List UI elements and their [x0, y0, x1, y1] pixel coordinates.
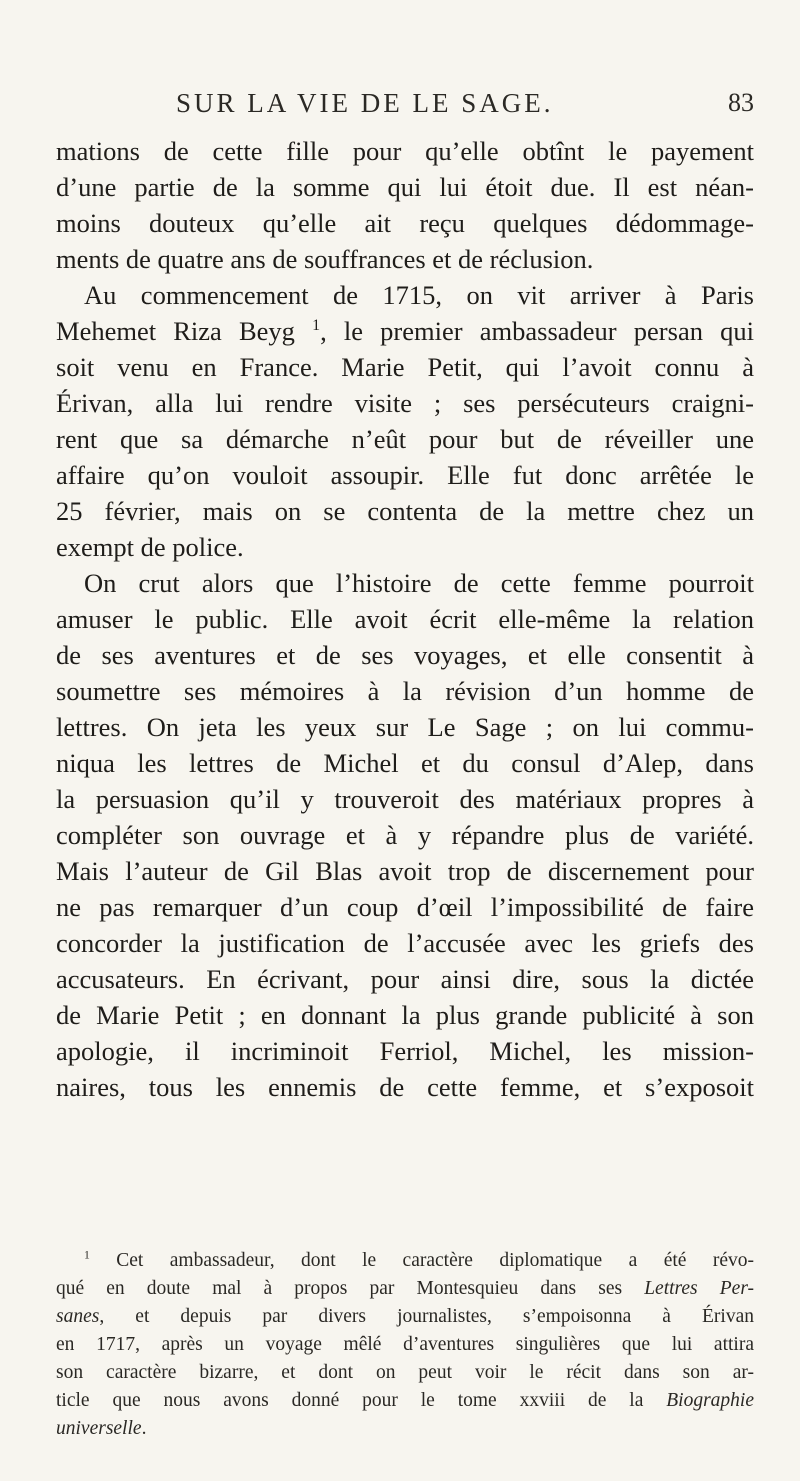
text-segment: , le premier ambassadeur persan qui: [320, 316, 754, 346]
text-line: Érivan, alla lui rendre visite ; ses persécuteurs craigni-: [56, 388, 754, 418]
footnote-line: son caractère bizarre, et dont on peut voir le récit dans son ar-: [56, 1362, 754, 1383]
text-line: affaire qu’on vouloit assoupir. Elle fut donc arrêtée le: [56, 460, 754, 490]
text-line: amuser le public. Elle avoit écrit elle-même la relation: [56, 604, 754, 634]
text-line: d’une partie de la somme qui lui étoit due. Il est néan-: [56, 172, 754, 202]
italic-title: sanes: [56, 1306, 100, 1327]
text-line: naires, tous les ennemis de cette femme, et s’exposoit: [56, 1072, 754, 1102]
text-line: [56, 313, 754, 349]
text-segment: , et depuis par divers journalistes, s’empoisonna à Érivan: [99, 1306, 754, 1327]
page-number: 83: [728, 88, 754, 117]
text-line: soumettre ses mémoires à la révision d’un homme de: [56, 676, 754, 706]
text-segment: Mehemet Riza Beyg: [56, 316, 295, 346]
text-line: ne pas remarquer d’un coup d’œil l’impossibilité de faire: [56, 892, 754, 922]
text-segment: ticle que nous avons donné pour le tome xxviii de la: [56, 1390, 644, 1411]
footnote-line: en 1717, après un voyage mêlé d’aventures singulières que lui attira: [56, 1334, 754, 1355]
body-text: [56, 133, 754, 1105]
footnote-marker: 1: [84, 1248, 90, 1262]
footnote-line: [56, 1303, 754, 1331]
text-line: ments de quatre ans de souffrances et de réclusion.: [56, 244, 594, 274]
text-line: rent que sa démarche n’eût pour but de réveiller une: [56, 424, 754, 454]
text-line: compléter son ouvrage et à y répandre plus de variété.: [56, 820, 754, 850]
text-line: On crut alors que l’histoire de cette femme pourroit: [84, 568, 754, 598]
italic-title: Biographie: [666, 1390, 754, 1411]
text-line: exempt de police.: [56, 532, 244, 562]
page-header: [56, 88, 754, 122]
text-line: de Marie Petit ; en donnant la plus grande publicité à son: [56, 1000, 754, 1030]
text-segment: .: [141, 1418, 147, 1439]
footnote-reference: 1: [312, 317, 321, 335]
text-line: 25 février, mais on se contenta de la mettre chez un: [56, 496, 754, 526]
text-line: lettres. On jeta les yeux sur Le Sage ; on lui commu-: [56, 712, 754, 742]
text-line: soit venu en France. Marie Petit, qui l’avoit connu à: [56, 352, 754, 382]
text-line: de ses aventures et de ses voyages, et elle consentit à: [56, 640, 754, 670]
italic-title: universelle: [56, 1418, 142, 1439]
text-segment: qué en doute mal à propos par Montesquieu dans ses: [56, 1278, 623, 1299]
text-line: moins douteux qu’elle ait reçu quelques dédommage-: [56, 208, 754, 238]
footnote: [56, 1247, 754, 1443]
italic-title: Lettres Per-: [644, 1278, 755, 1299]
text-line: apologie, il incriminoit Ferriol, Michel, les mission-: [56, 1036, 754, 1066]
text-line: Mais l’auteur de Gil Blas avoit trop de discernement pour: [56, 856, 754, 886]
footnote-line: [56, 1247, 754, 1275]
footnote-line: [56, 1415, 754, 1443]
footnote-line: [56, 1387, 754, 1415]
text-line: mations de cette fille pour qu’elle obtînt le payement: [56, 136, 754, 166]
text-line: accusateurs. En écrivant, pour ainsi dire, sous la dictée: [56, 964, 754, 994]
running-title: SUR LA VIE DE LE SAGE.: [176, 88, 554, 118]
footnote-line: [56, 1275, 754, 1303]
text-line: niqua les lettres de Michel et du consul d’Alep, dans: [56, 748, 754, 778]
text-line: concorder la justification de l’accusée avec les griefs des: [56, 928, 754, 958]
text-line: Au commencement de 1715, on vit arriver à Paris: [84, 280, 754, 310]
text-segment: Cet ambassadeur, dont le caractère diplomatique a été révo-: [116, 1250, 754, 1271]
text-line: la persuasion qu’il y trouveroit des matériaux propres à: [56, 784, 754, 814]
